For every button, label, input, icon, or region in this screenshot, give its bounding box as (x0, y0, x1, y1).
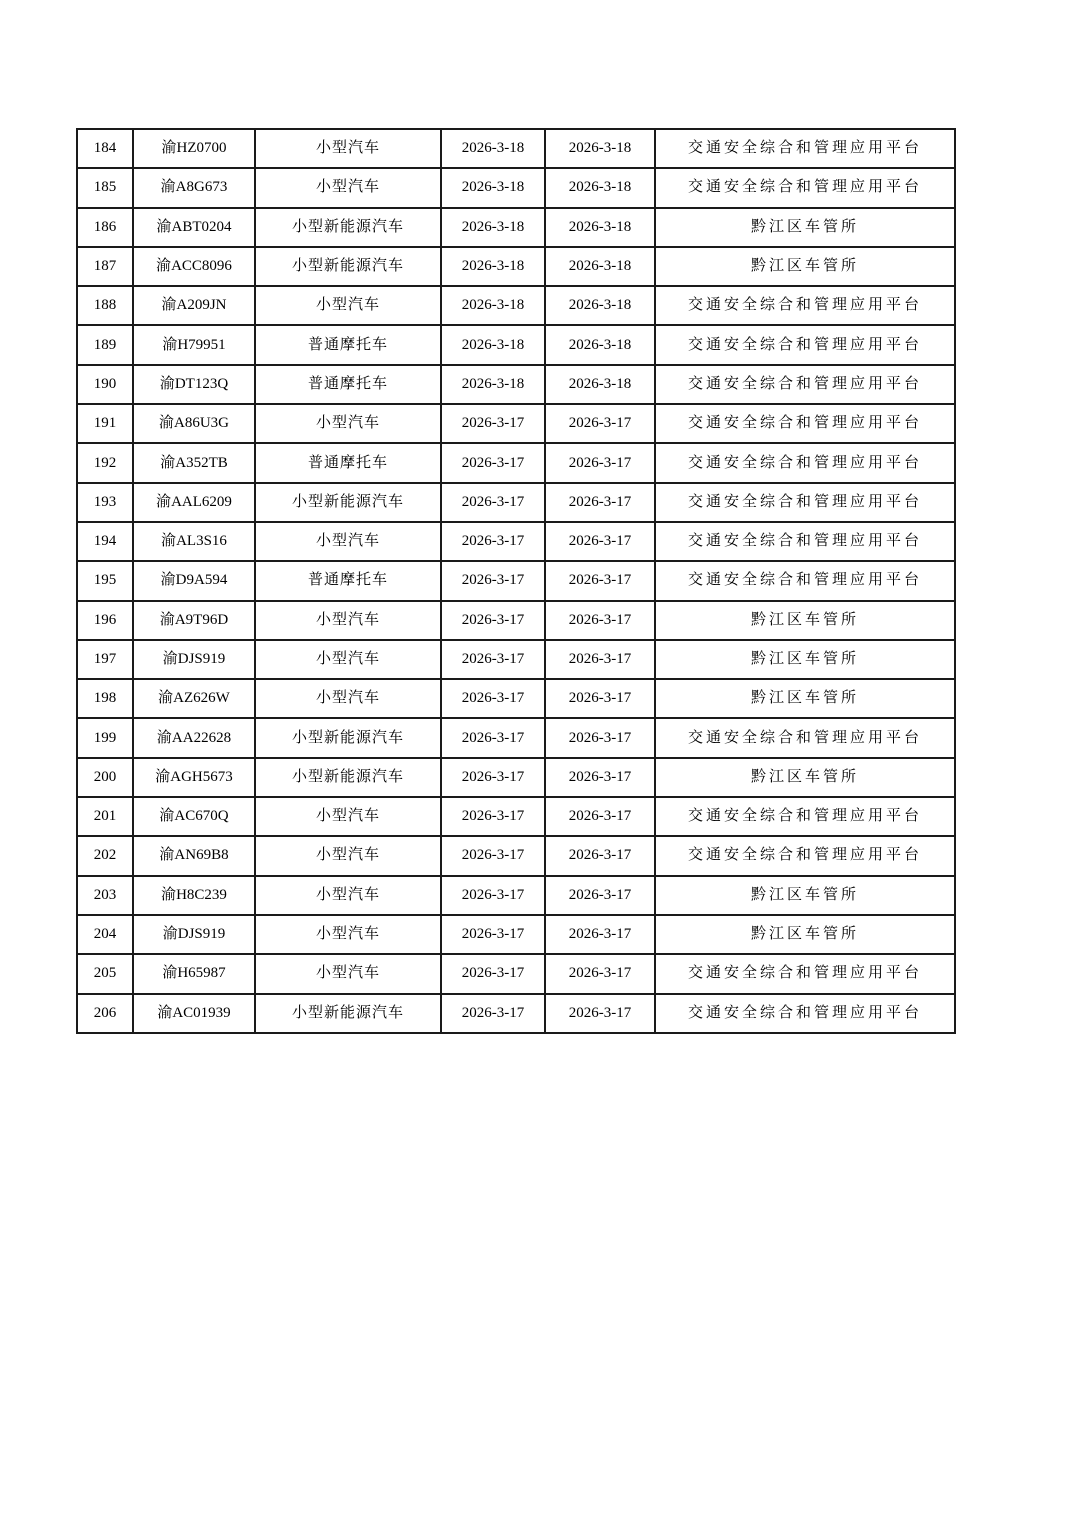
table-row (77, 247, 955, 286)
issuing-unit-cell: 交通安全综合和管理应用平台 (655, 168, 955, 207)
table-row (77, 679, 955, 718)
vehicle-type-cell: 小型汽车 (255, 915, 441, 954)
serial-number-cell: 205 (77, 954, 133, 993)
issuing-unit-cell: 黔江区车管所 (655, 758, 955, 797)
vehicle-type-cell: 小型汽车 (255, 679, 441, 718)
date-cell-a: 2026-3-17 (441, 876, 545, 915)
date-cell-b: 2026-3-17 (545, 994, 655, 1033)
plate-number-cell: 渝DJS919 (133, 640, 255, 679)
plate-number-cell: 渝A209JN (133, 286, 255, 325)
table-row (77, 994, 955, 1033)
plate-number-cell: 渝A86U3G (133, 404, 255, 443)
serial-number-cell: 196 (77, 601, 133, 640)
date-cell-b: 2026-3-17 (545, 954, 655, 993)
plate-number-cell: 渝AGH5673 (133, 758, 255, 797)
table-row (77, 522, 955, 561)
vehicle-type-cell: 小型汽车 (255, 286, 441, 325)
issuing-unit-cell: 交通安全综合和管理应用平台 (655, 561, 955, 600)
date-cell-b: 2026-3-18 (545, 325, 655, 364)
date-cell-b: 2026-3-17 (545, 443, 655, 482)
vehicle-table-body (77, 129, 955, 1033)
table-row (77, 404, 955, 443)
table-row (77, 365, 955, 404)
serial-number-cell: 202 (77, 836, 133, 875)
date-cell-b: 2026-3-17 (545, 797, 655, 836)
date-cell-b: 2026-3-17 (545, 601, 655, 640)
issuing-unit-cell: 交通安全综合和管理应用平台 (655, 325, 955, 364)
vehicle-type-cell: 小型新能源汽车 (255, 718, 441, 757)
date-cell-b: 2026-3-17 (545, 758, 655, 797)
date-cell-a: 2026-3-17 (441, 954, 545, 993)
date-cell-a: 2026-3-17 (441, 758, 545, 797)
plate-number-cell: 渝DJS919 (133, 915, 255, 954)
table-row (77, 797, 955, 836)
vehicle-type-cell: 小型汽车 (255, 797, 441, 836)
vehicle-type-cell: 小型汽车 (255, 522, 441, 561)
date-cell-b: 2026-3-18 (545, 247, 655, 286)
table-row (77, 286, 955, 325)
vehicle-type-cell: 普通摩托车 (255, 443, 441, 482)
date-cell-a: 2026-3-18 (441, 247, 545, 286)
date-cell-b: 2026-3-17 (545, 522, 655, 561)
date-cell-b: 2026-3-17 (545, 640, 655, 679)
date-cell-b: 2026-3-18 (545, 208, 655, 247)
plate-number-cell: 渝A352TB (133, 443, 255, 482)
table-row (77, 718, 955, 757)
plate-number-cell: 渝AN69B8 (133, 836, 255, 875)
date-cell-a: 2026-3-18 (441, 168, 545, 207)
date-cell-a: 2026-3-18 (441, 286, 545, 325)
date-cell-a: 2026-3-18 (441, 325, 545, 364)
date-cell-b: 2026-3-17 (545, 404, 655, 443)
issuing-unit-cell: 黔江区车管所 (655, 679, 955, 718)
plate-number-cell: 渝ACC8096 (133, 247, 255, 286)
issuing-unit-cell: 黔江区车管所 (655, 601, 955, 640)
date-cell-b: 2026-3-18 (545, 365, 655, 404)
table-row (77, 836, 955, 875)
table-row (77, 325, 955, 364)
serial-number-cell: 197 (77, 640, 133, 679)
serial-number-cell: 195 (77, 561, 133, 600)
serial-number-cell: 194 (77, 522, 133, 561)
table-row (77, 561, 955, 600)
date-cell-b: 2026-3-17 (545, 876, 655, 915)
vehicle-type-cell: 小型汽车 (255, 129, 441, 168)
date-cell-b: 2026-3-17 (545, 718, 655, 757)
serial-number-cell: 189 (77, 325, 133, 364)
issuing-unit-cell: 交通安全综合和管理应用平台 (655, 129, 955, 168)
plate-number-cell: 渝AA22628 (133, 718, 255, 757)
issuing-unit-cell: 交通安全综合和管理应用平台 (655, 954, 955, 993)
date-cell-b: 2026-3-18 (545, 168, 655, 207)
date-cell-a: 2026-3-17 (441, 994, 545, 1033)
plate-number-cell: 渝AL3S16 (133, 522, 255, 561)
issuing-unit-cell: 交通安全综合和管理应用平台 (655, 365, 955, 404)
date-cell-a: 2026-3-17 (441, 443, 545, 482)
serial-number-cell: 204 (77, 915, 133, 954)
vehicle-type-cell: 小型汽车 (255, 954, 441, 993)
serial-number-cell: 187 (77, 247, 133, 286)
serial-number-cell: 190 (77, 365, 133, 404)
date-cell-a: 2026-3-18 (441, 365, 545, 404)
date-cell-a: 2026-3-17 (441, 483, 545, 522)
serial-number-cell: 203 (77, 876, 133, 915)
plate-number-cell: 渝D9A594 (133, 561, 255, 600)
serial-number-cell: 200 (77, 758, 133, 797)
vehicle-type-cell: 普通摩托车 (255, 325, 441, 364)
issuing-unit-cell: 交通安全综合和管理应用平台 (655, 443, 955, 482)
date-cell-a: 2026-3-17 (441, 640, 545, 679)
vehicle-type-cell: 小型汽车 (255, 640, 441, 679)
table-row (77, 601, 955, 640)
plate-number-cell: 渝H65987 (133, 954, 255, 993)
vehicle-type-cell: 小型汽车 (255, 601, 441, 640)
table-row (77, 168, 955, 207)
table-row (77, 640, 955, 679)
plate-number-cell: 渝AZ626W (133, 679, 255, 718)
date-cell-b: 2026-3-17 (545, 561, 655, 600)
serial-number-cell: 185 (77, 168, 133, 207)
vehicle-type-cell: 小型新能源汽车 (255, 758, 441, 797)
date-cell-a: 2026-3-17 (441, 522, 545, 561)
serial-number-cell: 184 (77, 129, 133, 168)
serial-number-cell: 192 (77, 443, 133, 482)
vehicle-type-cell: 小型新能源汽车 (255, 247, 441, 286)
plate-number-cell: 渝AAL6209 (133, 483, 255, 522)
issuing-unit-cell: 交通安全综合和管理应用平台 (655, 797, 955, 836)
plate-number-cell: 渝AC670Q (133, 797, 255, 836)
date-cell-a: 2026-3-17 (441, 836, 545, 875)
date-cell-b: 2026-3-18 (545, 129, 655, 168)
date-cell-a: 2026-3-17 (441, 718, 545, 757)
date-cell-a: 2026-3-17 (441, 561, 545, 600)
date-cell-a: 2026-3-17 (441, 404, 545, 443)
vehicle-type-cell: 小型汽车 (255, 168, 441, 207)
serial-number-cell: 198 (77, 679, 133, 718)
issuing-unit-cell: 交通安全综合和管理应用平台 (655, 718, 955, 757)
date-cell-b: 2026-3-17 (545, 915, 655, 954)
vehicle-type-cell: 小型汽车 (255, 404, 441, 443)
table-row (77, 129, 955, 168)
issuing-unit-cell: 黔江区车管所 (655, 208, 955, 247)
issuing-unit-cell: 黔江区车管所 (655, 876, 955, 915)
date-cell-b: 2026-3-17 (545, 483, 655, 522)
table-row (77, 758, 955, 797)
serial-number-cell: 201 (77, 797, 133, 836)
plate-number-cell: 渝HZ0700 (133, 129, 255, 168)
plate-number-cell: 渝A8G673 (133, 168, 255, 207)
date-cell-a: 2026-3-17 (441, 601, 545, 640)
vehicle-type-cell: 小型新能源汽车 (255, 994, 441, 1033)
plate-number-cell: 渝A9T96D (133, 601, 255, 640)
date-cell-a: 2026-3-17 (441, 915, 545, 954)
serial-number-cell: 186 (77, 208, 133, 247)
serial-number-cell: 199 (77, 718, 133, 757)
issuing-unit-cell: 交通安全综合和管理应用平台 (655, 994, 955, 1033)
table-row (77, 483, 955, 522)
issuing-unit-cell: 交通安全综合和管理应用平台 (655, 286, 955, 325)
vehicle-type-cell: 小型汽车 (255, 876, 441, 915)
date-cell-a: 2026-3-17 (441, 797, 545, 836)
date-cell-a: 2026-3-17 (441, 679, 545, 718)
vehicle-type-cell: 普通摩托车 (255, 561, 441, 600)
issuing-unit-cell: 交通安全综合和管理应用平台 (655, 404, 955, 443)
serial-number-cell: 188 (77, 286, 133, 325)
plate-number-cell: 渝H8C239 (133, 876, 255, 915)
issuing-unit-cell: 黔江区车管所 (655, 640, 955, 679)
vehicle-type-cell: 小型新能源汽车 (255, 208, 441, 247)
vehicle-type-cell: 普通摩托车 (255, 365, 441, 404)
vehicle-type-cell: 小型汽车 (255, 836, 441, 875)
issuing-unit-cell: 交通安全综合和管理应用平台 (655, 522, 955, 561)
serial-number-cell: 191 (77, 404, 133, 443)
vehicle-registration-table (76, 128, 956, 1034)
table-row (77, 208, 955, 247)
plate-number-cell: 渝H79951 (133, 325, 255, 364)
plate-number-cell: 渝AC01939 (133, 994, 255, 1033)
date-cell-b: 2026-3-18 (545, 286, 655, 325)
date-cell-a: 2026-3-18 (441, 208, 545, 247)
table-row (77, 443, 955, 482)
table-row (77, 876, 955, 915)
plate-number-cell: 渝ABT0204 (133, 208, 255, 247)
date-cell-b: 2026-3-17 (545, 836, 655, 875)
date-cell-a: 2026-3-18 (441, 129, 545, 168)
issuing-unit-cell: 黔江区车管所 (655, 915, 955, 954)
issuing-unit-cell: 交通安全综合和管理应用平台 (655, 483, 955, 522)
serial-number-cell: 206 (77, 994, 133, 1033)
serial-number-cell: 193 (77, 483, 133, 522)
table-row (77, 954, 955, 993)
vehicle-type-cell: 小型新能源汽车 (255, 483, 441, 522)
issuing-unit-cell: 交通安全综合和管理应用平台 (655, 836, 955, 875)
date-cell-b: 2026-3-17 (545, 679, 655, 718)
plate-number-cell: 渝DT123Q (133, 365, 255, 404)
issuing-unit-cell: 黔江区车管所 (655, 247, 955, 286)
table-row (77, 915, 955, 954)
